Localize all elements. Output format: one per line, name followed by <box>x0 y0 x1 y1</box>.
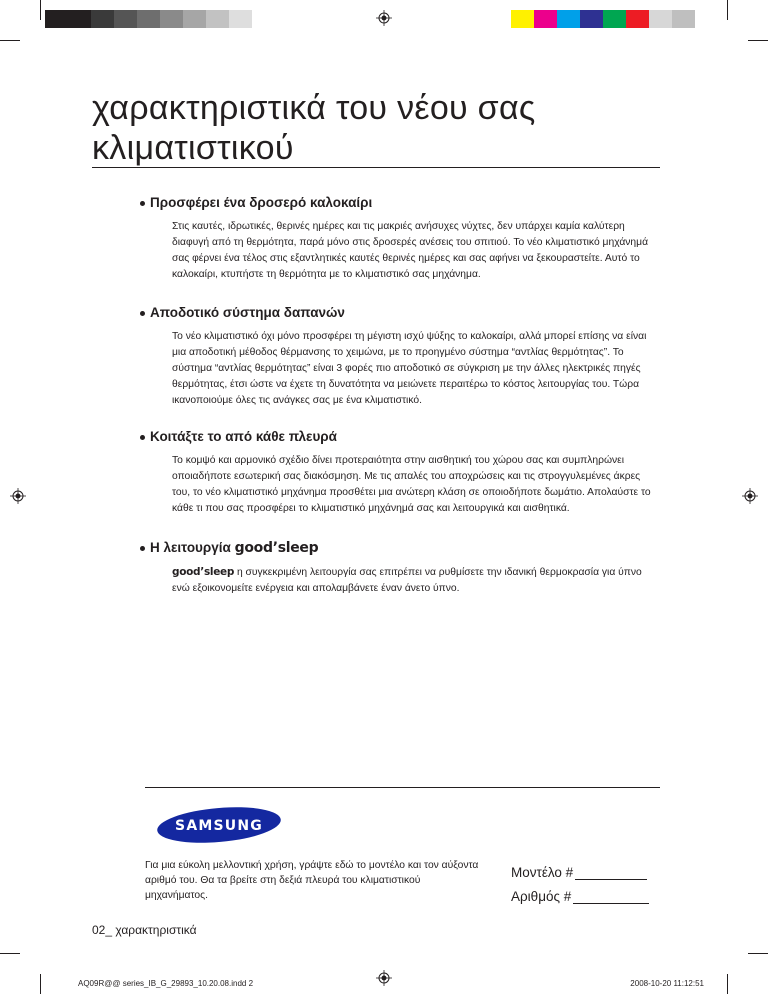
good-sleep-logo: good’sleep <box>172 566 235 578</box>
samsung-logo-text: SAMSUNG <box>175 818 263 834</box>
record-note: Για μια εύκολη μελλοντική χρήση, γράψτε εδώ το μοντέλο και τον αύξοντα αριθμό του. Θα τα βρείτε στη δεξιά πλευρά του κλιματιστικού μηχανήματος. <box>145 860 479 901</box>
bullet-icon <box>140 311 145 316</box>
process-color-swatch <box>603 10 626 28</box>
registration-mark-icon <box>376 970 392 986</box>
process-color-swatch <box>580 10 603 28</box>
process-color-swatch <box>672 10 695 28</box>
feature-efficient-cost <box>150 305 660 409</box>
grayscale-swatch <box>137 10 160 28</box>
serial-number-blank[interactable] <box>573 889 649 904</box>
grayscale-color-bar <box>45 10 252 28</box>
feature-good-sleep <box>150 540 660 597</box>
process-color-swatch <box>534 10 557 28</box>
feature-cool-summer <box>150 195 660 283</box>
feature-heading <box>150 540 660 556</box>
good-sleep-logo: good’sleep <box>234 540 319 556</box>
page-title: χαρακτηριστικά του νέου σας κλιματιστικού <box>92 89 536 167</box>
model-number-blank[interactable] <box>575 865 647 880</box>
process-color-bar <box>511 10 695 28</box>
feature-design <box>150 429 660 517</box>
model-serial-box <box>511 858 649 904</box>
grayscale-swatch <box>229 10 252 28</box>
serial-label: Αριθμός # <box>511 889 572 904</box>
process-color-swatch <box>557 10 580 28</box>
grayscale-swatch <box>45 10 68 28</box>
samsung-logo <box>155 806 283 844</box>
file-slug: AQ09R@@ series_IB_G_29893_10.20.08.indd 2 <box>78 979 254 988</box>
feature-heading-text: Η λειτουργία <box>150 540 231 555</box>
model-number-row <box>511 858 649 880</box>
registration-mark-icon <box>10 488 26 504</box>
timestamp-slug: 2008-10-20 11:12:51 <box>630 979 704 988</box>
model-label: Μοντέλο # <box>511 865 574 880</box>
feature-heading: Προσφέρει ένα δροσερό καλοκαίρι <box>150 195 373 210</box>
grayscale-swatch <box>183 10 206 28</box>
process-color-swatch <box>626 10 649 28</box>
grayscale-swatch <box>91 10 114 28</box>
feature-heading: Αποδοτικό σύστημα δαπανών <box>150 305 345 320</box>
registration-mark-icon <box>742 488 758 504</box>
grayscale-swatch <box>160 10 183 28</box>
footer-divider <box>145 787 660 788</box>
serial-number-row <box>511 882 649 904</box>
feature-body: Στις καυτές, ιδρωτικές, θερινές ημέρες και τις μακριές ανήσυχες νύχτες, δεν υπάρχει καμία καλύτερη διαφυγή από τη θερμότητα, παρά μόνο στις δροσερές ανέσεις του σπιτιού. Το νέο κλιματιστικό μηχάνημά σας φέρνει ένα τέλος στις εξαντλητικές καυτές θερινές ημέρες και σας αφήνει να ξεκουραστείτε. Αυτό το καλοκαίρι, κτυπήστε τη θερμότητα με το κλιματιστικό σας μηχάνημα. <box>172 221 649 280</box>
feature-heading: Κοιτάξτε το από κάθε πλευρά <box>150 429 337 444</box>
feature-body: Το νέο κλιματιστικό όχι μόνο προσφέρει τη μέγιστη ισχύ ψύξης το καλοκαίρι, αλλά μπορεί επίσης να είναι μια αποδοτική μέθοδος θέρμανσης το χειμώνα, με το προηγμένο σύστημα “αντλίας θερμότητας”. Το σύστημα “αντλίας θερμότητας” είναι 3 φορές πιο αποδοτικό σε σύγκριση με την άλλες ηλεκτρικές πηγές θερμότητας, έτσι ώστε να έχετε τη δυνατότητα να μειώνετε περαιτέρω το κόστος λειτουργίας του. Τώρα ικανοποιούμε όλες τις ανάγκες σας με ένα κλιματιστικό. <box>172 331 647 406</box>
feature-body <box>172 564 660 597</box>
registration-mark-icon <box>376 10 392 26</box>
feature-body: Το κομψό και αρμονικό σχέδιο δίνει προτεραιότητα στην αισθητική του χώρου σας και συμπληρώνει οποιαδήποτε εσωτερική σας διακόσμηση. Με τις απαλές του αποχρώσεις και τις στρογγυλεμένες άκρες του, το νέο κλιματιστικό μηχάνημα προσθέτει μια ανώτερη κλάση σε οποιοδήποτε δωμάτιο. Απολαύστε το κάθε τι που σας προσφέρει το κλιματιστικό μηχάνημά σας και λειτουργικά και αισθητικά. <box>172 455 651 514</box>
bullet-icon <box>140 546 145 551</box>
bullet-icon <box>140 201 145 206</box>
grayscale-swatch <box>68 10 91 28</box>
grayscale-swatch <box>206 10 229 28</box>
title-divider <box>92 167 660 168</box>
process-color-swatch <box>649 10 672 28</box>
process-color-swatch <box>511 10 534 28</box>
feature-body-text: η συγκεκριμένη λειτουργία σας επιτρέπει να ρυθμίσετε την ιδανική θερμοκρασία για ύπνο ενώ εξοικονομείτε ενέργεια και απολαμβάνετε έναν άνετο ύπνο. <box>172 567 642 594</box>
page-number: 02_ χαρακτηριστικά <box>92 923 197 937</box>
bullet-icon <box>140 435 145 440</box>
grayscale-swatch <box>114 10 137 28</box>
